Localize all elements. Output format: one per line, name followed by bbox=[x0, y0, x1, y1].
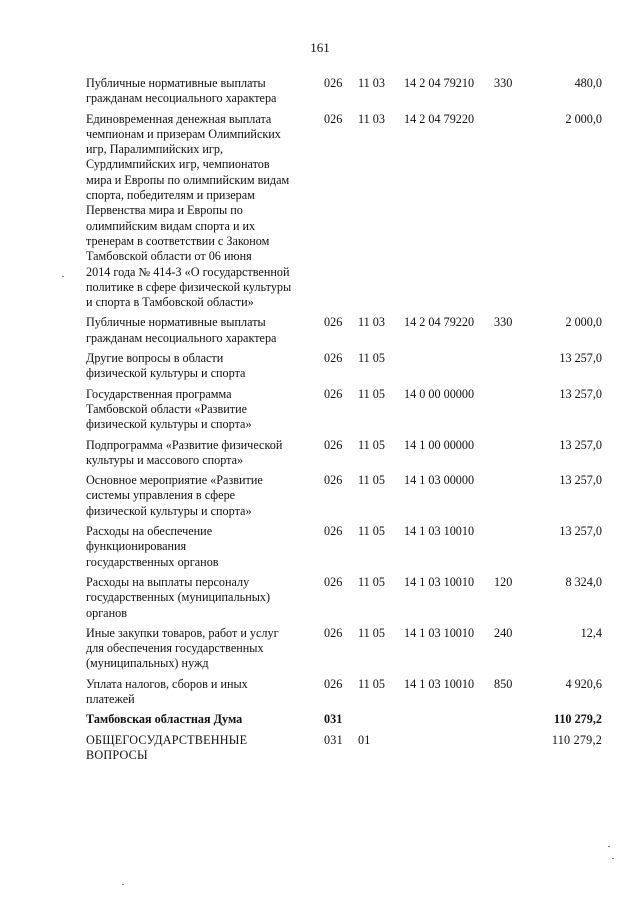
row-name: Подпрограмма «Развитие физической культуры и массового спорта» bbox=[86, 437, 283, 467]
row-target-code: 14 1 03 10010 bbox=[404, 574, 475, 589]
row-section-code: 11 05 bbox=[358, 437, 385, 452]
row-target-code: 14 1 03 10010 bbox=[404, 676, 475, 691]
row-name: Тамбовская областная Дума bbox=[86, 712, 243, 727]
row-ministry-code: 026 bbox=[324, 351, 343, 366]
row-target-code: 14 1 03 00000 bbox=[404, 473, 475, 488]
row-sum: 13 257,0 bbox=[559, 473, 602, 488]
row-sum: 2 000,0 bbox=[565, 111, 602, 126]
row-target-code: 14 1 03 10010 bbox=[404, 524, 475, 539]
row-section-code: 11 05 bbox=[358, 386, 385, 401]
row-section-code: 11 05 bbox=[358, 473, 385, 488]
row-sum: 8 324,0 bbox=[565, 574, 602, 589]
row-sum: 110 279,2 bbox=[553, 712, 602, 727]
row-ministry-code: 026 bbox=[324, 473, 343, 488]
table-row bbox=[86, 677, 602, 708]
row-target-code: 14 2 04 79220 bbox=[404, 111, 475, 126]
row-ministry-code: 031 bbox=[324, 712, 343, 727]
row-section-code: 11 05 bbox=[358, 625, 385, 640]
row-expense-type: 850 bbox=[494, 676, 513, 691]
row-section-code: 11 05 bbox=[358, 676, 385, 691]
scan-speck bbox=[122, 884, 124, 885]
row-sum: 12,4 bbox=[580, 625, 602, 640]
row-name: Уплата налогов, сборов и иных платежей bbox=[86, 676, 248, 706]
row-name: Государственная программа Тамбовской области «Развитие физической культуры и спорта» bbox=[86, 386, 252, 432]
row-sum: 13 257,0 bbox=[559, 386, 602, 401]
row-target-code: 14 2 04 79220 bbox=[404, 315, 475, 330]
row-target-code: 14 1 03 10010 bbox=[404, 625, 475, 640]
row-section-code: 11 05 bbox=[358, 351, 385, 366]
row-name: Расходы на выплаты персоналу государственных (муниципальных) органов bbox=[86, 574, 271, 620]
row-expense-type: 240 bbox=[494, 625, 513, 640]
row-name: Другие вопросы в области физической культуры и спорта bbox=[86, 351, 246, 381]
row-target-code: 14 0 00 00000 bbox=[404, 386, 475, 401]
row-ministry-code: 026 bbox=[324, 437, 343, 452]
row-sum: 13 257,0 bbox=[559, 351, 602, 366]
row-sum: 480,0 bbox=[574, 76, 602, 90]
table-row bbox=[86, 712, 602, 727]
row-section-code: 11 05 bbox=[358, 574, 385, 589]
row-expense-type: 120 bbox=[494, 574, 513, 589]
table-row bbox=[86, 351, 602, 382]
scan-speck bbox=[608, 846, 610, 847]
table-row bbox=[86, 626, 602, 672]
row-sum: 110 279,2 bbox=[551, 732, 602, 747]
row-expense-type: 330 bbox=[494, 76, 513, 90]
table-row bbox=[86, 575, 602, 621]
row-target-code: 14 2 04 79210 bbox=[404, 76, 475, 90]
row-name: Публичные нормативные выплаты гражданам несоциального характера bbox=[86, 76, 277, 106]
row-ministry-code: 026 bbox=[324, 111, 343, 126]
row-ministry-code: 026 bbox=[324, 676, 343, 691]
row-name: ОБЩЕГОСУДАРСТВЕННЫЕ ВОПРОСЫ bbox=[86, 732, 248, 762]
scan-speck bbox=[612, 858, 614, 859]
table-row bbox=[86, 524, 602, 570]
row-ministry-code: 026 bbox=[324, 574, 343, 589]
row-sum: 13 257,0 bbox=[559, 524, 602, 539]
row-ministry-code: 026 bbox=[324, 625, 343, 640]
row-target-code: 14 1 00 00000 bbox=[404, 437, 475, 452]
row-section-code: 11 05 bbox=[358, 524, 385, 539]
table-row bbox=[86, 473, 602, 519]
row-section-code: 11 03 bbox=[358, 76, 385, 90]
row-ministry-code: 026 bbox=[324, 524, 343, 539]
row-sum: 13 257,0 bbox=[559, 437, 602, 452]
row-section-code: 01 bbox=[358, 732, 371, 747]
row-name: Публичные нормативные выплаты гражданам несоциального характера bbox=[86, 315, 277, 345]
table-row bbox=[86, 315, 602, 346]
row-ministry-code: 026 bbox=[324, 315, 343, 330]
table-row bbox=[86, 733, 602, 764]
page-number: 161 bbox=[310, 40, 330, 55]
row-name: Расходы на обеспечение функционирования государственных органов bbox=[86, 524, 219, 569]
row-ministry-code: 026 bbox=[324, 76, 343, 90]
row-section-code: 11 03 bbox=[358, 315, 385, 330]
row-ministry-code: 031 bbox=[324, 732, 343, 747]
row-name: Единовременная денежная выплата чемпионам и призерам Олимпийских игр, Паралимпийских игр, Сурдлимпийских игр, чемпионатов мира и Европы по олимпийским видам спорта, победителям и призерам Первенства мира и Европы по олимпийским видам спорта и их тренерам в соответствии с Законом Тамбовской области от 06 июня 2014 года № 414-З «О государственной политике в сфере физической культуры и спорта в Тамбовской области» bbox=[86, 111, 292, 310]
table-row bbox=[86, 438, 602, 469]
table-row bbox=[86, 112, 602, 311]
row-sum: 4 920,6 bbox=[565, 676, 602, 691]
table-row bbox=[86, 387, 602, 433]
row-name: Иные закупки товаров, работ и услуг для обеспечения государственных (муниципальных) нужд bbox=[86, 625, 279, 671]
row-section-code: 11 03 bbox=[358, 111, 385, 126]
row-sum: 2 000,0 bbox=[565, 315, 602, 330]
scan-speck bbox=[62, 276, 64, 277]
budget-table bbox=[86, 76, 602, 768]
row-ministry-code: 026 bbox=[324, 386, 343, 401]
row-expense-type: 330 bbox=[494, 315, 513, 330]
row-name: Основное мероприятие «Развитие системы управления в сфере физической культуры и спорта» bbox=[86, 473, 263, 518]
table-row bbox=[86, 76, 602, 107]
